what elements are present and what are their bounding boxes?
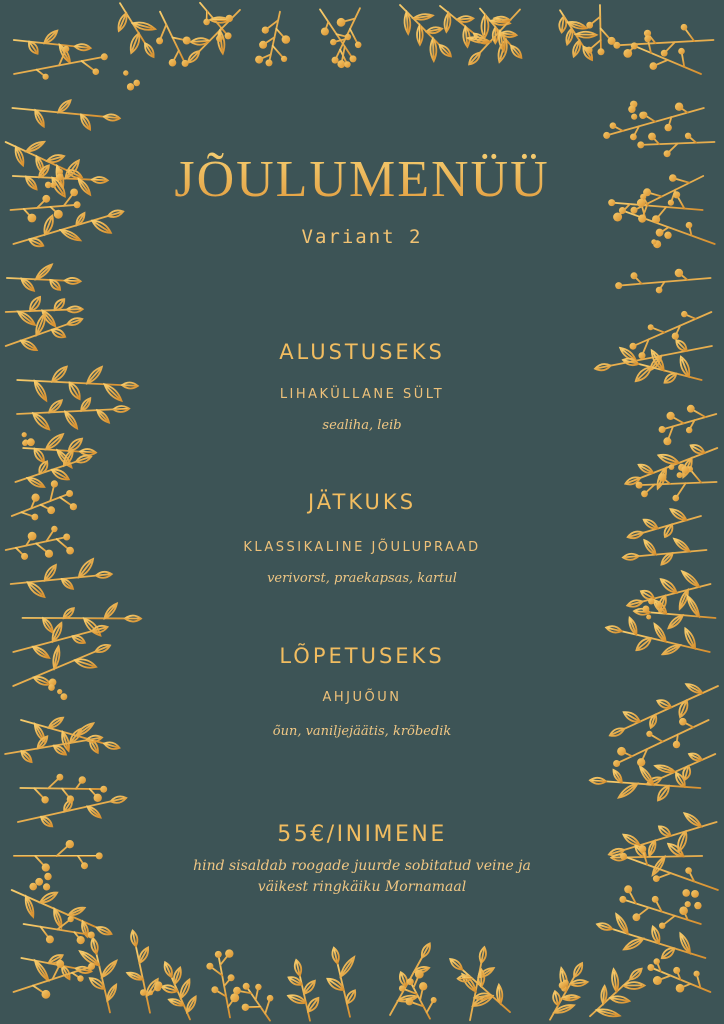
menu-subtitle: Variant 2 (301, 226, 423, 248)
price-note (160, 856, 564, 898)
course-description-starter: sealiha, leib (322, 418, 402, 433)
course-dish-main: KLASSIKALINE JÕULUPRAAD (243, 540, 481, 555)
course-dish-dessert: AHJUÕUN (322, 690, 402, 705)
course-description-dessert: õun, vaniljejäätis, krõbedik (272, 724, 452, 739)
course-heading-dessert: LÕPETUSEKS (279, 644, 445, 668)
course-heading-main: JÄTKUKS (307, 490, 417, 514)
course-heading-starter: ALUSTUSEKS (279, 340, 445, 364)
course-dish-starter: LIHAKÜLLANE SÜLT (279, 387, 445, 402)
price-note-line-2: väikest ringkäiku Mornamaal (257, 879, 467, 895)
menu-title: JÕULUMENÜÜ (0, 150, 724, 209)
price-amount: 55€/INIMENE (277, 822, 447, 847)
course-description-main: verivorst, praekapsas, kartul (267, 571, 457, 586)
price-note-line-1: hind sisaldab roogade juurde sobitatud veine ja (193, 858, 531, 874)
